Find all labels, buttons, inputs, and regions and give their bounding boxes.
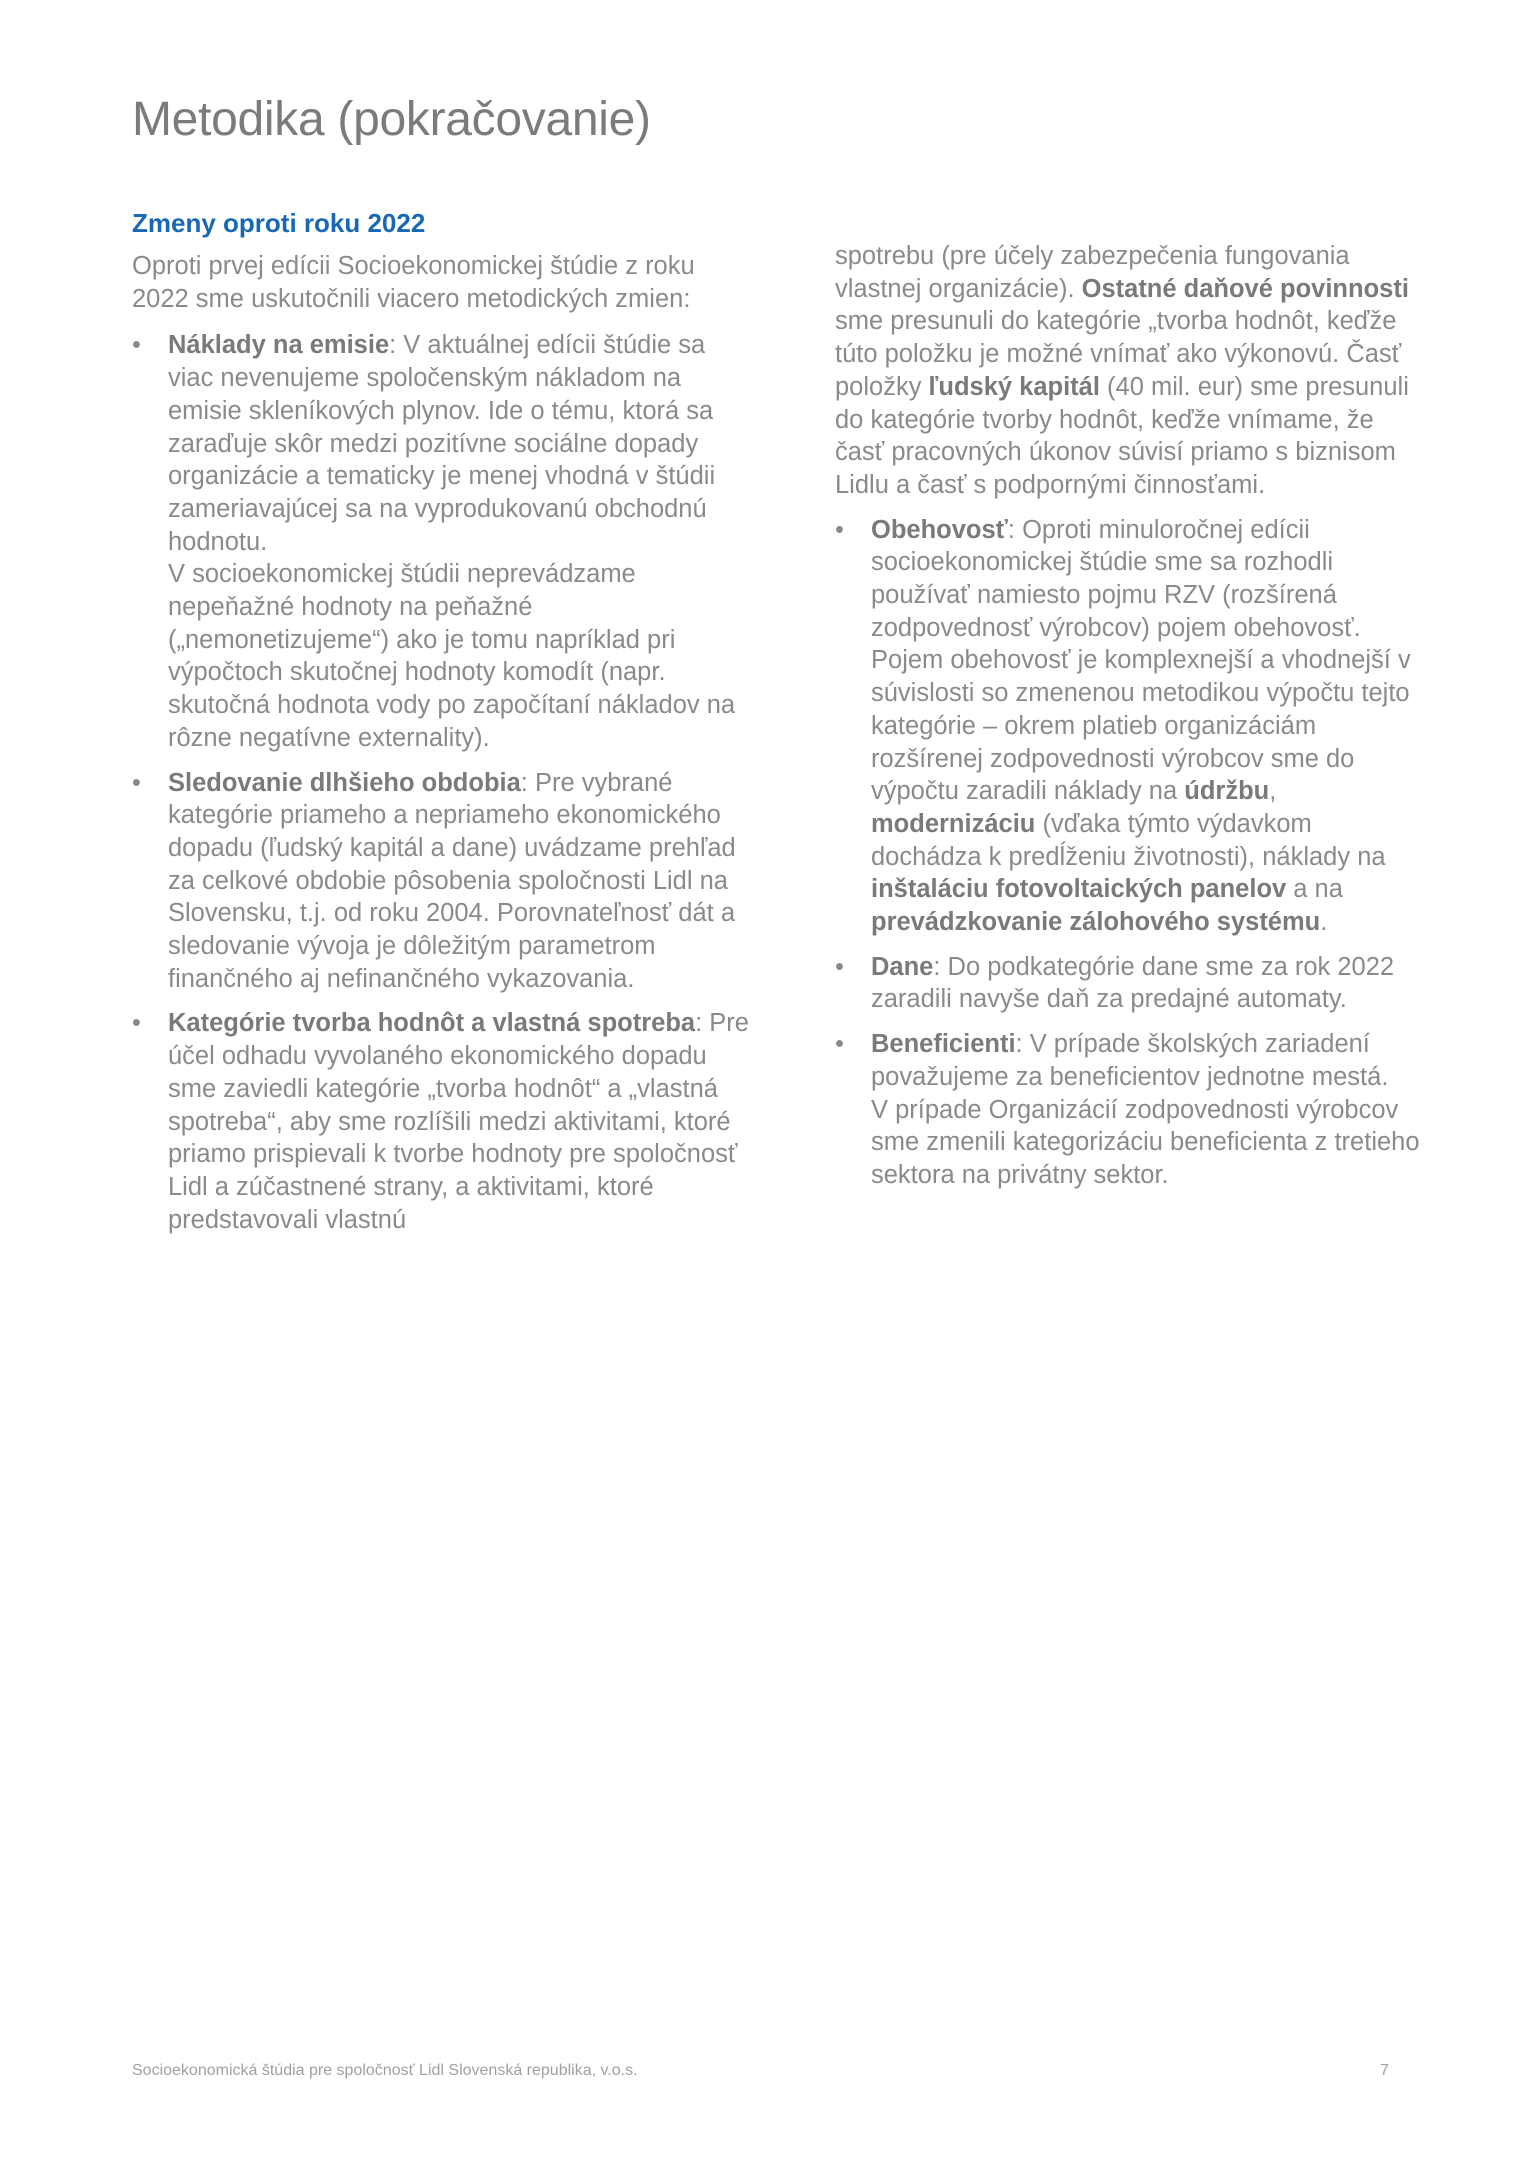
item-term: Kategórie tvorba hodnôt a vlastná spotreba bbox=[168, 1009, 696, 1038]
section-heading: Zmeny oproti roku 2022 bbox=[132, 208, 426, 238]
item-text: . bbox=[1320, 908, 1328, 937]
bullet: • bbox=[835, 952, 844, 981]
list-item-obdobie bbox=[132, 767, 752, 996]
item-text: a na bbox=[1286, 875, 1343, 904]
changes-list bbox=[132, 329, 752, 1236]
item-text: (vďaka týmto výdavkom dochádza k predĺženiu životnosti), náklady na bbox=[871, 809, 1386, 871]
left-column bbox=[132, 250, 752, 1248]
changes-list-continued bbox=[835, 240, 1425, 1192]
item-text: : Pre vybrané kategórie priameho a nepriameho ekonomického dopadu (ľudský kapitál a dane) uvádzame prehľad za celkové obdobie pôsobenia spoločnosti Lidl na Slovensku, t.j. od roku 2004. Porovnateľnosť dát a sledovanie vývoja je dôležitým parametrom finančného aj nefinančného vykazovania. bbox=[168, 768, 736, 993]
right-column bbox=[835, 240, 1425, 1204]
item-term: Dane bbox=[871, 952, 934, 981]
item-term: Beneficienti bbox=[871, 1030, 1016, 1059]
item-term: Ostatné daňové povinnosti bbox=[1081, 274, 1409, 303]
item-term: Sledovanie dlhšieho obdobia bbox=[168, 768, 521, 797]
bullet: • bbox=[835, 1030, 844, 1059]
item-term: Náklady na emisie bbox=[168, 331, 390, 360]
list-item-beneficienti bbox=[835, 1028, 1425, 1192]
item-text: (40 mil. eur) sme presunuli do kategórie tvorby hodnôt, keďže vnímame, že časť pracovných úkonov súvisí priamo s biznisom Lidlu a časť s podpornými činnosťami. bbox=[835, 372, 1409, 499]
item-text: V socioekonomickej štúdii neprevádzame nepeňažné hodnoty na peňažné („nemonetizujeme“) ako je tomu napríklad pri výpočtoch skutočnej hodnoty komodít (napr. skutočná hodnota vody po započítaní nákladov na rôzne negatívne externality). bbox=[168, 560, 736, 752]
item-term: modernizáciu bbox=[871, 809, 1036, 838]
item-term: inštaláciu fotovoltaických panelov bbox=[871, 875, 1287, 904]
list-item-kategorie-continued bbox=[835, 240, 1425, 502]
item-term: Obehovosť bbox=[871, 515, 1008, 544]
list-item-emisie bbox=[132, 329, 752, 754]
bullet: • bbox=[132, 768, 141, 797]
bullet: • bbox=[132, 331, 141, 360]
list-item-kategorie bbox=[132, 1007, 752, 1236]
item-term: ľudský kapitál bbox=[928, 372, 1100, 401]
list-item-dane bbox=[835, 951, 1425, 1016]
item-text: sme presunuli do kategórie „tvorba hodnôt, keďže túto položku je možné vnímať ako výkonovú. Časť položky bbox=[835, 307, 1402, 401]
item-text: : Do podkategórie dane sme za rok 2022 zaradili navyše daň za predajné automaty. bbox=[871, 952, 1395, 1014]
footer-text: Socioekonomická štúdia pre spoločnosť Lidl Slovenská republika, v.o.s. bbox=[132, 2062, 638, 2079]
item-term: prevádzkovanie zálohového systému bbox=[871, 908, 1321, 937]
item-term: údržbu bbox=[1184, 777, 1270, 806]
item-text: : Pre účel odhadu vyvolaného ekonomického dopadu sme zaviedli kategórie „tvorba hodnôt“ a „vlastná spotreba“, aby sme rozlíšili medzi aktivitami, ktoré priamo prispievali k tvorbe hodnoty pre spoločnosť Lidl a zúčastnené strany, a aktivitami, ktoré predstavovali vlastnú bbox=[168, 1009, 749, 1234]
page-title: Metodika (pokračovanie) bbox=[132, 93, 651, 146]
bullet: • bbox=[835, 515, 844, 544]
intro-paragraph: Oproti prvej edícii Socioekonomickej štúdie z roku 2022 sme uskutočnili viacero metodických zmien: bbox=[132, 252, 695, 313]
item-text: V prípade Organizácií zodpovednosti výrobcov sme zmenili kategorizáciu beneficienta z tretieho sektora na privátny sektor. bbox=[871, 1095, 1420, 1189]
item-text: spotrebu (pre účely zabezpečenia fungovania vlastnej organizácie). bbox=[835, 242, 1350, 303]
list-item-obehovost bbox=[835, 514, 1425, 939]
item-text: : V prípade školských zariadení považujeme za beneficientov jednotne mestá. bbox=[871, 1030, 1389, 1091]
bullet: • bbox=[132, 1009, 141, 1038]
item-text: : V aktuálnej edícii štúdie sa viac nevenujeme spoločenským nákladom na emisie skleníkových plynov. Ide o tému, ktorá sa zaraďuje skôr medzi pozitívne sociálne dopady organizácie a tematicky je menej vhodná v štúdii zameriavajúcej sa na vyprodukovanú obchodnú hodnotu. bbox=[168, 331, 716, 556]
item-text: , bbox=[1269, 777, 1277, 806]
item-text: : Oproti minuloročnej edícii socioekonomickej štúdie sme sa rozhodli používať namiesto pojmu RZV (rozšírená zodpovednosť výrobcov) pojem obehovosť. Pojem obehovosť je komplexnejší a vhodnejší v súvislosti so zmenenou metodikou výpočtu tejto kategórie – okrem platieb organizáciám rozšírenej zodpovednosti výrobcov sme do výpočtu zaradili náklady na bbox=[871, 515, 1411, 806]
page-number: 7 bbox=[1380, 2062, 1389, 2079]
